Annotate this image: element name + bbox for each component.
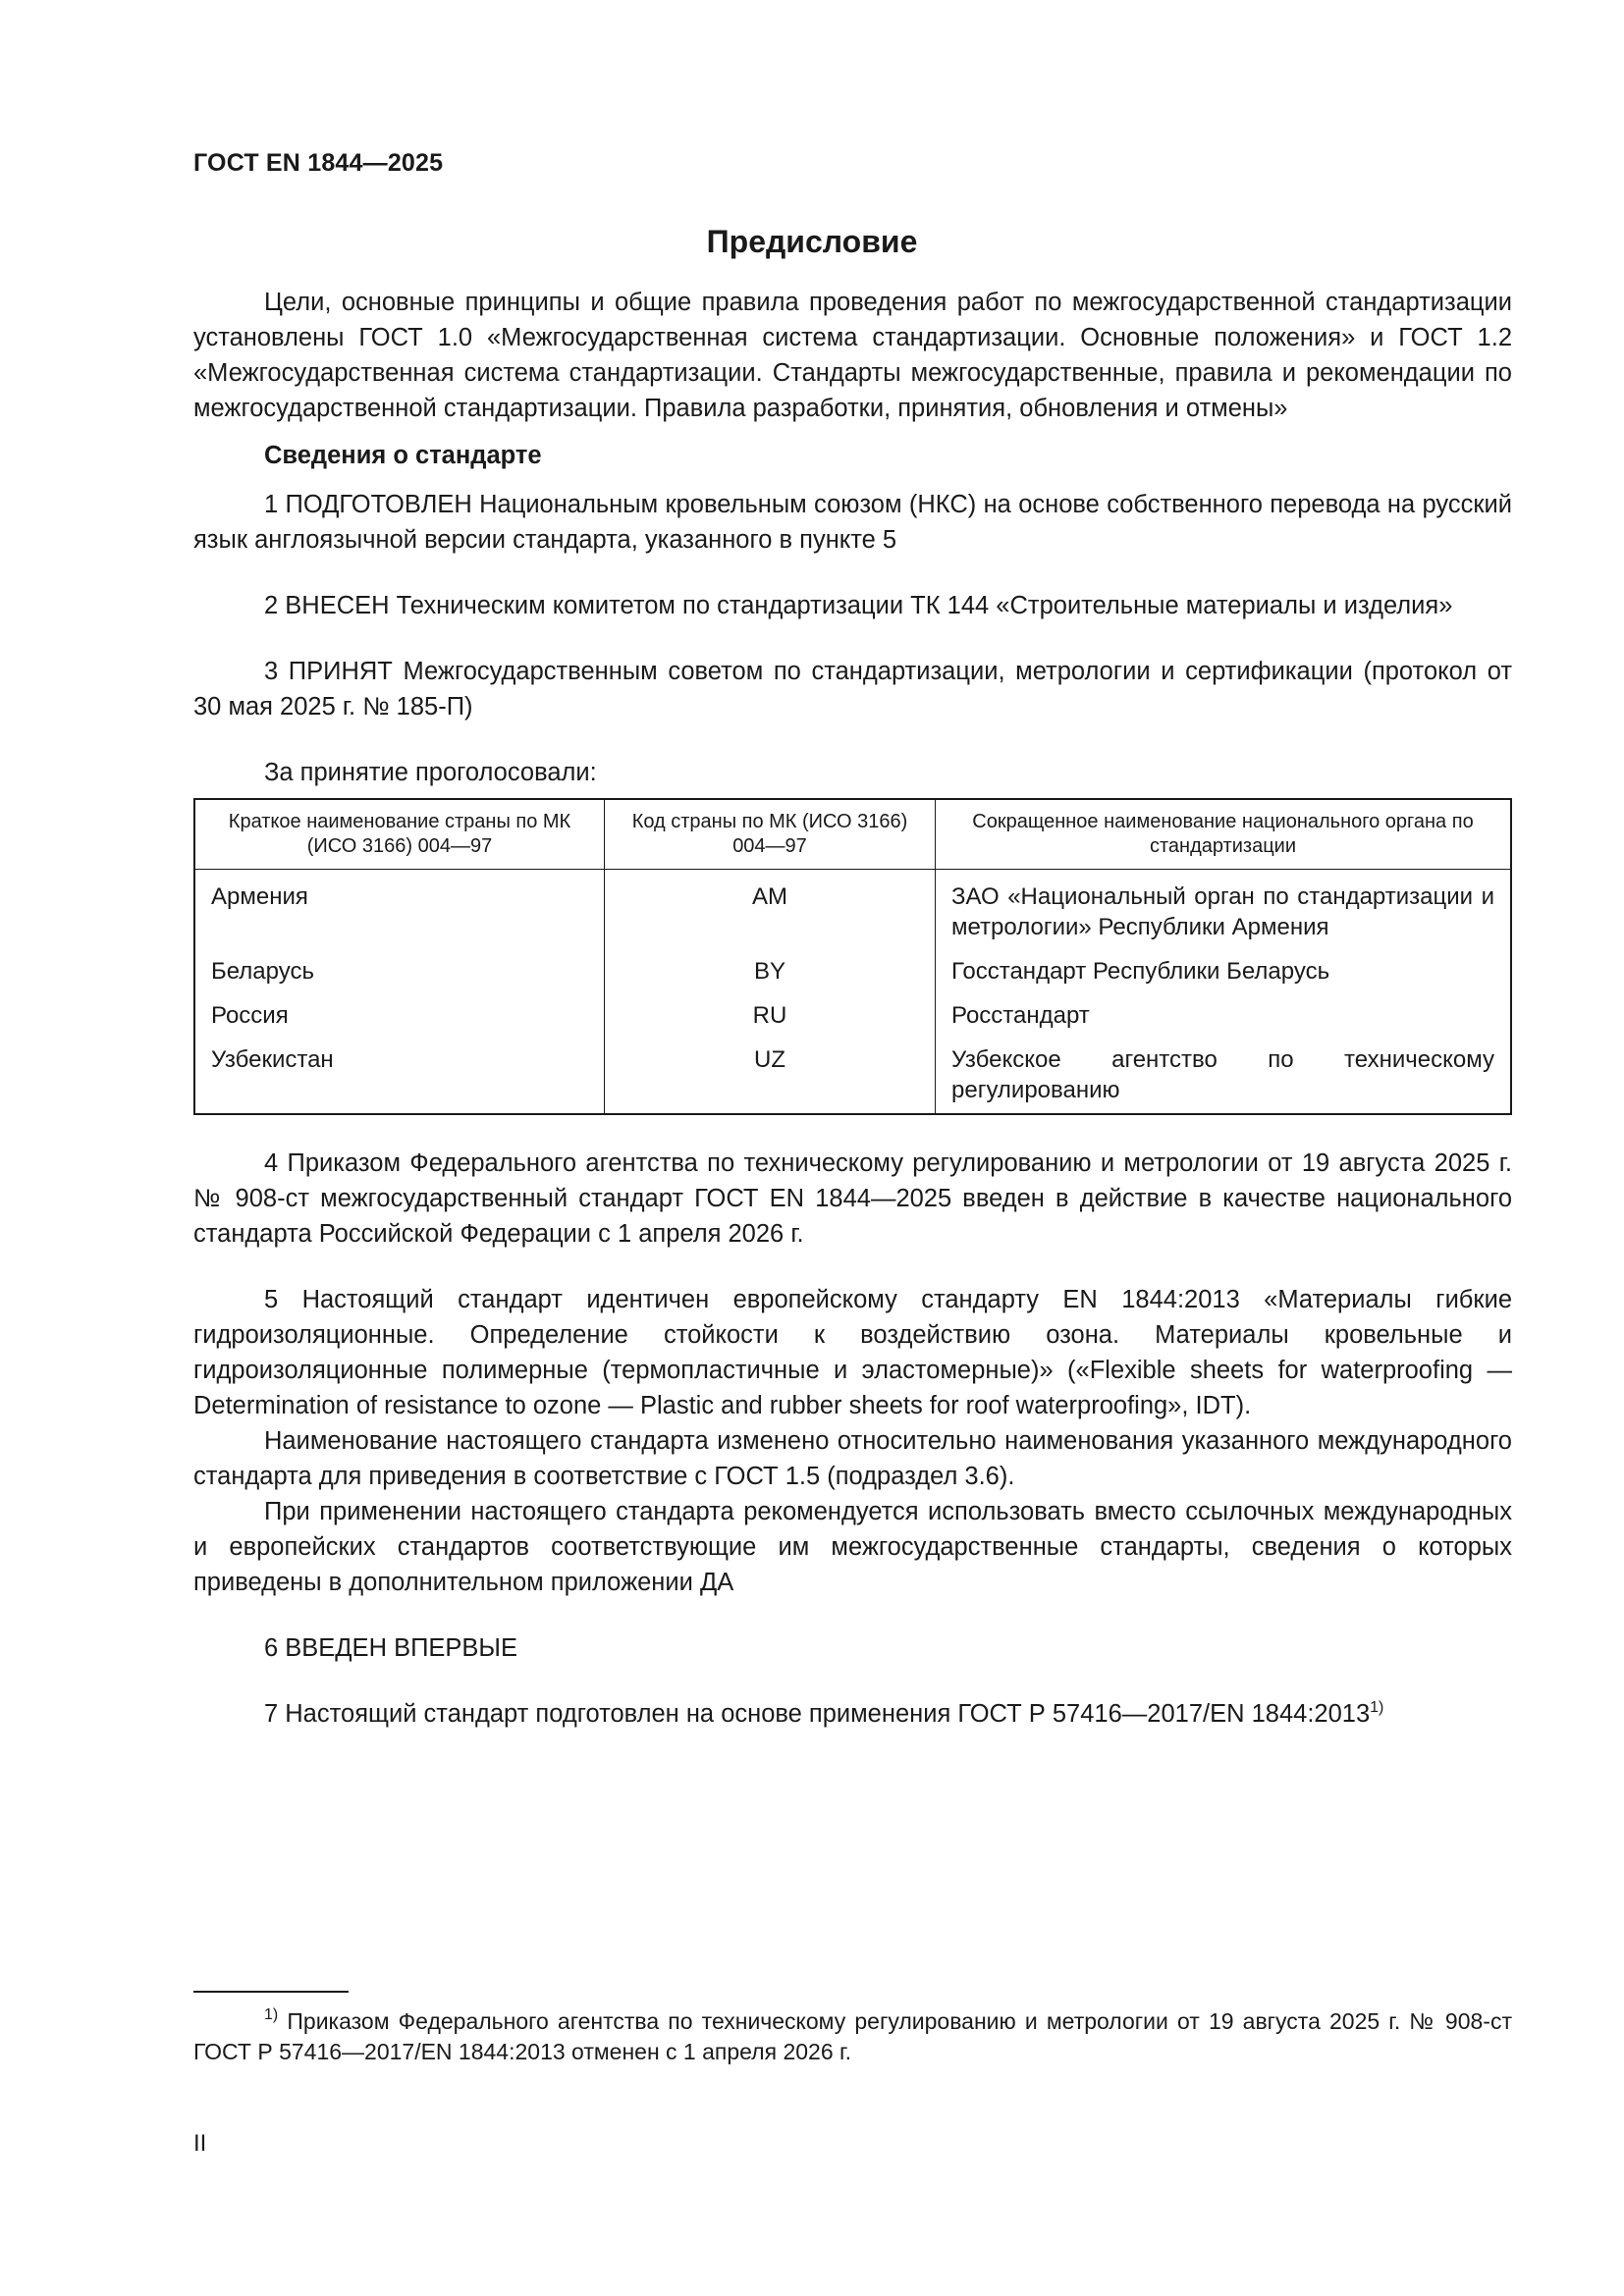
table-cell-body: ЗАО «Национальный орган по стандартизации и метрологии» Республики Армения <box>936 870 1512 953</box>
table-cell-code: AM <box>605 870 936 953</box>
item-5-paragraph: 5 Настоящий стандарт идентичен европейскому стандарту EN 1844:2013 «Материалы гибкие гидроизоляционные. Определение стойкости к воздействию озона. Материалы кровельные и гидроизоляционные полимерные (термопластичные и эластомерные)» («Flexible sheets for waterproofing — Determination of resistance to ozone — Plastic and rubber sheets for roof waterproofing», IDT). <box>193 1286 1512 1419</box>
table-row <box>194 996 1511 1041</box>
table-header-row <box>194 799 1511 870</box>
table-header-country: Краткое наименование страны по МК (ИСО 3166) 004—97 <box>194 799 605 870</box>
table-row <box>194 1041 1511 1114</box>
standard-code-header: ГОСТ EN 1844—2025 <box>193 149 444 177</box>
vote-label: За принятие проголосовали: <box>264 759 597 786</box>
table-cell-country: Россия <box>194 996 605 1041</box>
item-7-paragraph <box>193 1696 1512 1732</box>
item-1-paragraph: 1 ПОДГОТОВЛЕН Национальным кровельным союзом (НКС) на основе собственного перевода на русский язык англоязычной версии стандарта, указанного в пункте 5 <box>193 491 1512 554</box>
item-5-reference-paragraph: При применении настоящего стандарта рекомендуется использовать вместо ссылочных международных и европейских стандартов соответствующие им межгосударственные стандарты, сведения о которых приведены в дополнительном приложении ДА <box>193 1498 1512 1596</box>
voting-table <box>193 798 1512 1115</box>
table-cell-body: Росстандарт <box>936 996 1512 1041</box>
page-number: II <box>193 2130 207 2157</box>
table-header-code: Код страны по МК (ИСО 3166) 004—97 <box>605 799 936 870</box>
section-subheading: Сведения о стандарте <box>264 442 542 469</box>
item-7-text: 7 Настоящий стандарт подготовлен на основе применения ГОСТ Р 57416—2017/EN 1844:2013 <box>264 1700 1371 1728</box>
table-cell-country: Беларусь <box>194 952 605 996</box>
intro-paragraph: Цели, основные принципы и общие правила проведения работ по межгосударственной стандартизации установлены ГОСТ 1.0 «Межгосударственная система стандартизации. Основные положения» и ГОСТ 1.2 «Межгосударственная система стандартизации. Стандарты межгосударственные, правила и рекомендации по межгосударственной стандартизации. Правила разработки, принятия, обновления и отмены» <box>193 289 1512 422</box>
footnote-marker: 1) <box>264 2006 279 2023</box>
table-cell-body: Узбекское агентство по техническому регулированию <box>936 1041 1512 1114</box>
item-5-rename-paragraph: Наименование настоящего стандарта изменено относительно наименования указанного международного стандарта для приведения в соответствие с ГОСТ 1.5 (подраздел 3.6). <box>193 1427 1512 1490</box>
item-2-paragraph: 2 ВНЕСЕН Техническим комитетом по стандартизации ТК 144 «Строительные материалы и изделия» <box>264 592 1453 619</box>
footnote-divider <box>193 1991 349 1993</box>
item-6-paragraph: 6 ВВЕДЕН ВПЕРВЫЕ <box>264 1634 518 1662</box>
footnote-ref-marker[interactable]: 1) <box>1370 1699 1384 1716</box>
table-cell-country: Узбекистан <box>194 1041 605 1114</box>
table-cell-code: RU <box>605 996 936 1041</box>
table-row <box>194 952 1511 996</box>
table-row <box>194 870 1511 953</box>
table-cell-code: UZ <box>605 1041 936 1114</box>
item-4-paragraph: 4 Приказом Федерального агентства по техническому регулированию и метрологии от 19 августа 2025 г. № 908-ст межгосударственный стандарт ГОСТ EN 1844—2025 введен в действие в качестве национального стандарта Российской Федерации с 1 апреля 2026 г. <box>193 1149 1512 1248</box>
footnote-text: Приказом Федерального агентства по техническому регулированию и метрологии от 19 августа 2025 г. № 908-ст ГОСТ Р 57416—2017/EN 1844:2013 отменен с 1 апреля 2026 г. <box>193 2008 1513 2064</box>
footnote <box>193 2006 1512 2067</box>
main-content <box>193 285 1512 1732</box>
table-header-body: Сокращенное наименование национального органа по стандартизации <box>936 799 1512 870</box>
table-cell-country: Армения <box>194 870 605 953</box>
page-title: Предисловие <box>706 224 918 259</box>
table-cell-code: BY <box>605 952 936 996</box>
table-cell-body: Госстандарт Республики Беларусь <box>936 952 1512 996</box>
item-3-paragraph: 3 ПРИНЯТ Межгосударственным советом по стандартизации, метрологии и сертификации (протокол от 30 мая 2025 г. № 185-П) <box>193 658 1512 721</box>
